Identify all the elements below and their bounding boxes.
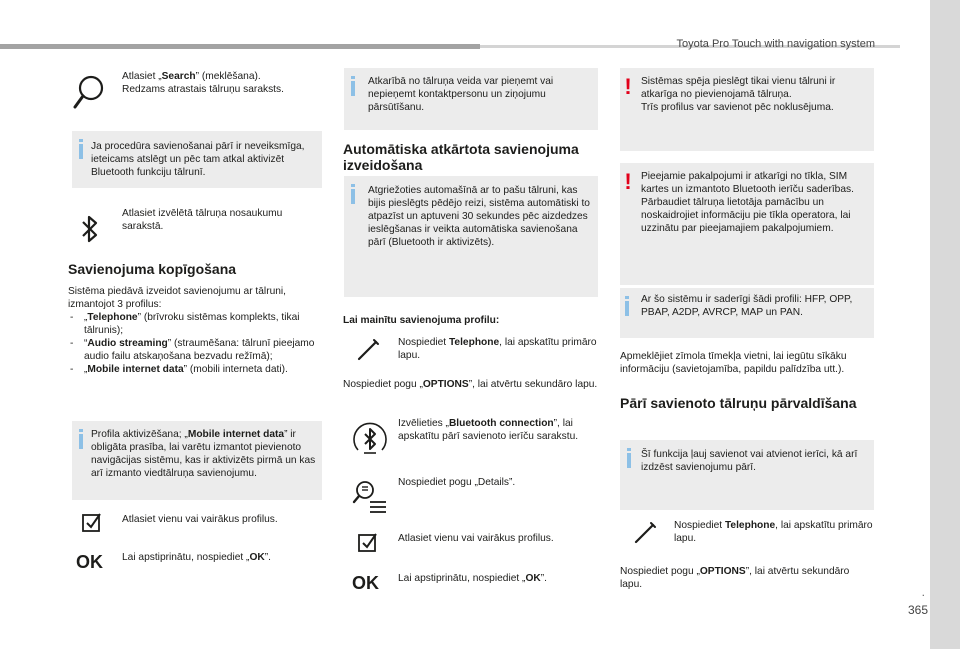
info-box-contact — [344, 68, 598, 130]
press-telephone-text — [398, 336, 598, 362]
options-keyword: OPTIONS — [699, 566, 746, 577]
press-telephone-text — [674, 519, 874, 545]
press-details-text: Nospiediet pogu „Details”. — [398, 477, 516, 488]
text-part: ”. — [540, 573, 547, 584]
page-dot: . — [921, 585, 925, 599]
header-title: Toyota Pro Touch with navigation system — [676, 38, 875, 50]
text-part: “ — [84, 338, 88, 349]
search-icon — [72, 74, 106, 112]
info-text — [91, 428, 316, 480]
subheading-modify-profile: Lai mainītu savienojuma profilu: — [343, 315, 500, 326]
warning-box-services — [620, 163, 874, 285]
visit-site-text: Apmeklējiet zīmola tīmekļa vietni, lai iegūtu sīkāku informāciju (savietojamība, papildu palīdzība utt.). — [620, 351, 847, 375]
search-step-text — [122, 70, 322, 96]
press-options-text — [620, 565, 874, 591]
checkbox-icon — [358, 532, 378, 552]
info-icon — [351, 81, 355, 96]
heading-auto-reconnect: Automātiska atkārtota savienojuma izveidošana — [343, 141, 579, 173]
select-phone-step-text: Atlasiet izvēlētā tālruņa nosaukumu sarakstā. — [122, 208, 283, 232]
info-box-pairing-fail — [72, 131, 322, 188]
touch-icon — [356, 338, 380, 362]
text-part: Lai apstiprinātu, nospiediet „ — [122, 552, 250, 563]
info-text: Atgriežoties automašīnā ar to pašu tālruni, kas bijis pieslēgts pēdējo reizi, sistēma automātiski to atpazīst un aptuveni 30 sekundes pēc aizdedzes ieslēgšanas ir veikta automātiska savienošana pārī (Bluetooth ir aktivizēts). — [368, 185, 590, 248]
warning-icon: ! — [624, 74, 632, 99]
info-text: Ja procedūra savienošanai pārī ir neveiksmīga, ieteicams atslēgt un pēc tam atkal aktivizēt Bluetooth funkciju tālrunī. — [91, 141, 305, 178]
info-icon — [79, 434, 83, 449]
text-part: , lai apskatītu primāro lapu. — [398, 337, 597, 361]
warning-text: Sistēmas spēja pieslēgt tikai vienu tālruni ir atkarīga no pievienojamā tālruņa. Trīs profilus var savienot pēc noklusējuma. — [641, 76, 836, 113]
search-keyword: Search — [161, 71, 196, 82]
heading-manage-phones: Pārī savienoto tālruņu pārvaldīšana — [620, 395, 857, 411]
text-part: Izvēlieties „ — [398, 418, 449, 429]
info-icon — [625, 301, 629, 316]
sharing-section — [68, 285, 324, 376]
info-text: Atkarībā no tālruņa veida var pieņemt vai nepieņemt kontaktpersonu un ziņojumu pārsūtīšanu. — [368, 76, 554, 113]
text-part: ” (mobili interneta dati). — [183, 364, 288, 375]
bluetooth-connection-icon — [352, 420, 388, 460]
ok-icon: OK — [352, 573, 379, 593]
text-part: ”, lai atvērtu sekundāro lapu. — [620, 566, 850, 590]
text-part: Nospiediet pogu „ — [620, 566, 700, 577]
text-part: Nospiediet pogu „ — [343, 379, 423, 390]
page-side-tab — [930, 0, 960, 649]
bluetooth-icon — [80, 214, 100, 244]
touch-icon — [633, 521, 657, 545]
info-box-manage — [620, 440, 874, 510]
text-part: Nospiediet — [674, 520, 725, 531]
text-part: ”, lai atvērtu sekundāro lapu. — [468, 379, 598, 390]
info-icon — [627, 453, 631, 468]
info-box-auto — [344, 176, 598, 297]
text-part: ”, lai apskatītu pārī savienoto ierīču sarakstu. — [398, 418, 579, 442]
info-box-profiles — [620, 288, 874, 338]
info-text: Šī funkcija ļauj savienot vai atvienot ierīci, kā arī izdzēst savienojumu pārī. — [641, 449, 858, 473]
sharing-intro: Sistēma piedāvā izveidot savienojumu ar tālruni, izmantojot 3 profilus: — [68, 286, 287, 310]
text-part: ” (meklēšana). Redzams atrastais tālruņu saraksts. — [122, 71, 284, 95]
confirm-text — [398, 572, 598, 585]
warning-text: Pieejamie pakalpojumi ir atkarīgi no tīkla, SIM kartes un izmantoto Bluetooth ierīču saderības. Pārbaudiet tālruņa lietotāja pamācību un noskaidrojiet informāciju pie tīkla operatora, lai uzzinātu par pieejamajiem pakalpojumiem. — [641, 171, 854, 234]
text-part: ” (straumēšana: tālrunī pieejamo audio failu atskaņošana bezvadu režīmā); — [84, 338, 315, 362]
profile-name: Telephone — [87, 312, 138, 323]
confirm-step-text — [122, 551, 322, 564]
info-icon — [351, 189, 355, 204]
text-part: Nospiediet — [398, 337, 449, 348]
text-part: Atlasiet „ — [122, 71, 162, 82]
profile-name: Mobile internet data — [87, 364, 184, 375]
profile-list — [68, 311, 324, 376]
page-number: 365 — [907, 603, 928, 617]
ok-keyword: OK — [249, 552, 265, 563]
ok-keyword: OK — [525, 573, 541, 584]
profile-name: Audio streaming — [87, 338, 168, 349]
options-keyword: OPTIONS — [422, 379, 469, 390]
text-part: ” (brīvroku sistēmas komplekts, tikai tālrunis); — [84, 312, 300, 336]
profile-name: Mobile internet data — [187, 429, 285, 440]
text-part: ” ir obligāta prasība, lai varētu izmantot pievienoto navigācijas sistēmu, kas ir aktivizēts pirmā un kas arī izmanto viedtālruņa savienojumu. — [91, 429, 316, 479]
telephone-keyword: Telephone — [724, 520, 776, 531]
info-icon — [79, 144, 83, 159]
text-part: , lai apskatītu primāro lapu. — [674, 520, 873, 544]
header-rule-dark — [0, 44, 480, 49]
select-bluetooth-text — [398, 417, 598, 443]
press-options-text — [343, 378, 598, 391]
list-item — [68, 311, 324, 337]
select-profiles-text: Atlasiet vienu vai vairākus profilus. — [398, 533, 554, 544]
text-part: Lai apstiprinātu, nospiediet „ — [398, 573, 526, 584]
select-profiles-step-text: Atlasiet vienu vai vairākus profilus. — [122, 514, 278, 525]
details-icon — [352, 478, 388, 516]
warning-icon: ! — [624, 169, 632, 194]
list-item — [68, 337, 324, 363]
warning-box-one-phone — [620, 68, 874, 151]
list-item — [68, 363, 324, 376]
text-part: Profila aktivizēšana; „ — [91, 429, 188, 440]
bluetooth-connection-keyword: Bluetooth connection — [448, 418, 554, 429]
text-part: ”. — [264, 552, 271, 563]
telephone-keyword: Telephone — [448, 337, 500, 348]
info-box-mobile-data — [72, 421, 322, 500]
text-part: „ — [84, 312, 88, 323]
text-part: „ — [84, 364, 88, 375]
info-text: Ar šo sistēmu ir saderīgi šādi profili: HFP, OPP, PBAP, A2DP, AVRCP, MAP un PAN. — [641, 294, 853, 318]
heading-sharing: Savienojuma kopīgošana — [68, 261, 237, 277]
checkbox-icon — [82, 512, 102, 532]
ok-icon: OK — [76, 552, 103, 572]
